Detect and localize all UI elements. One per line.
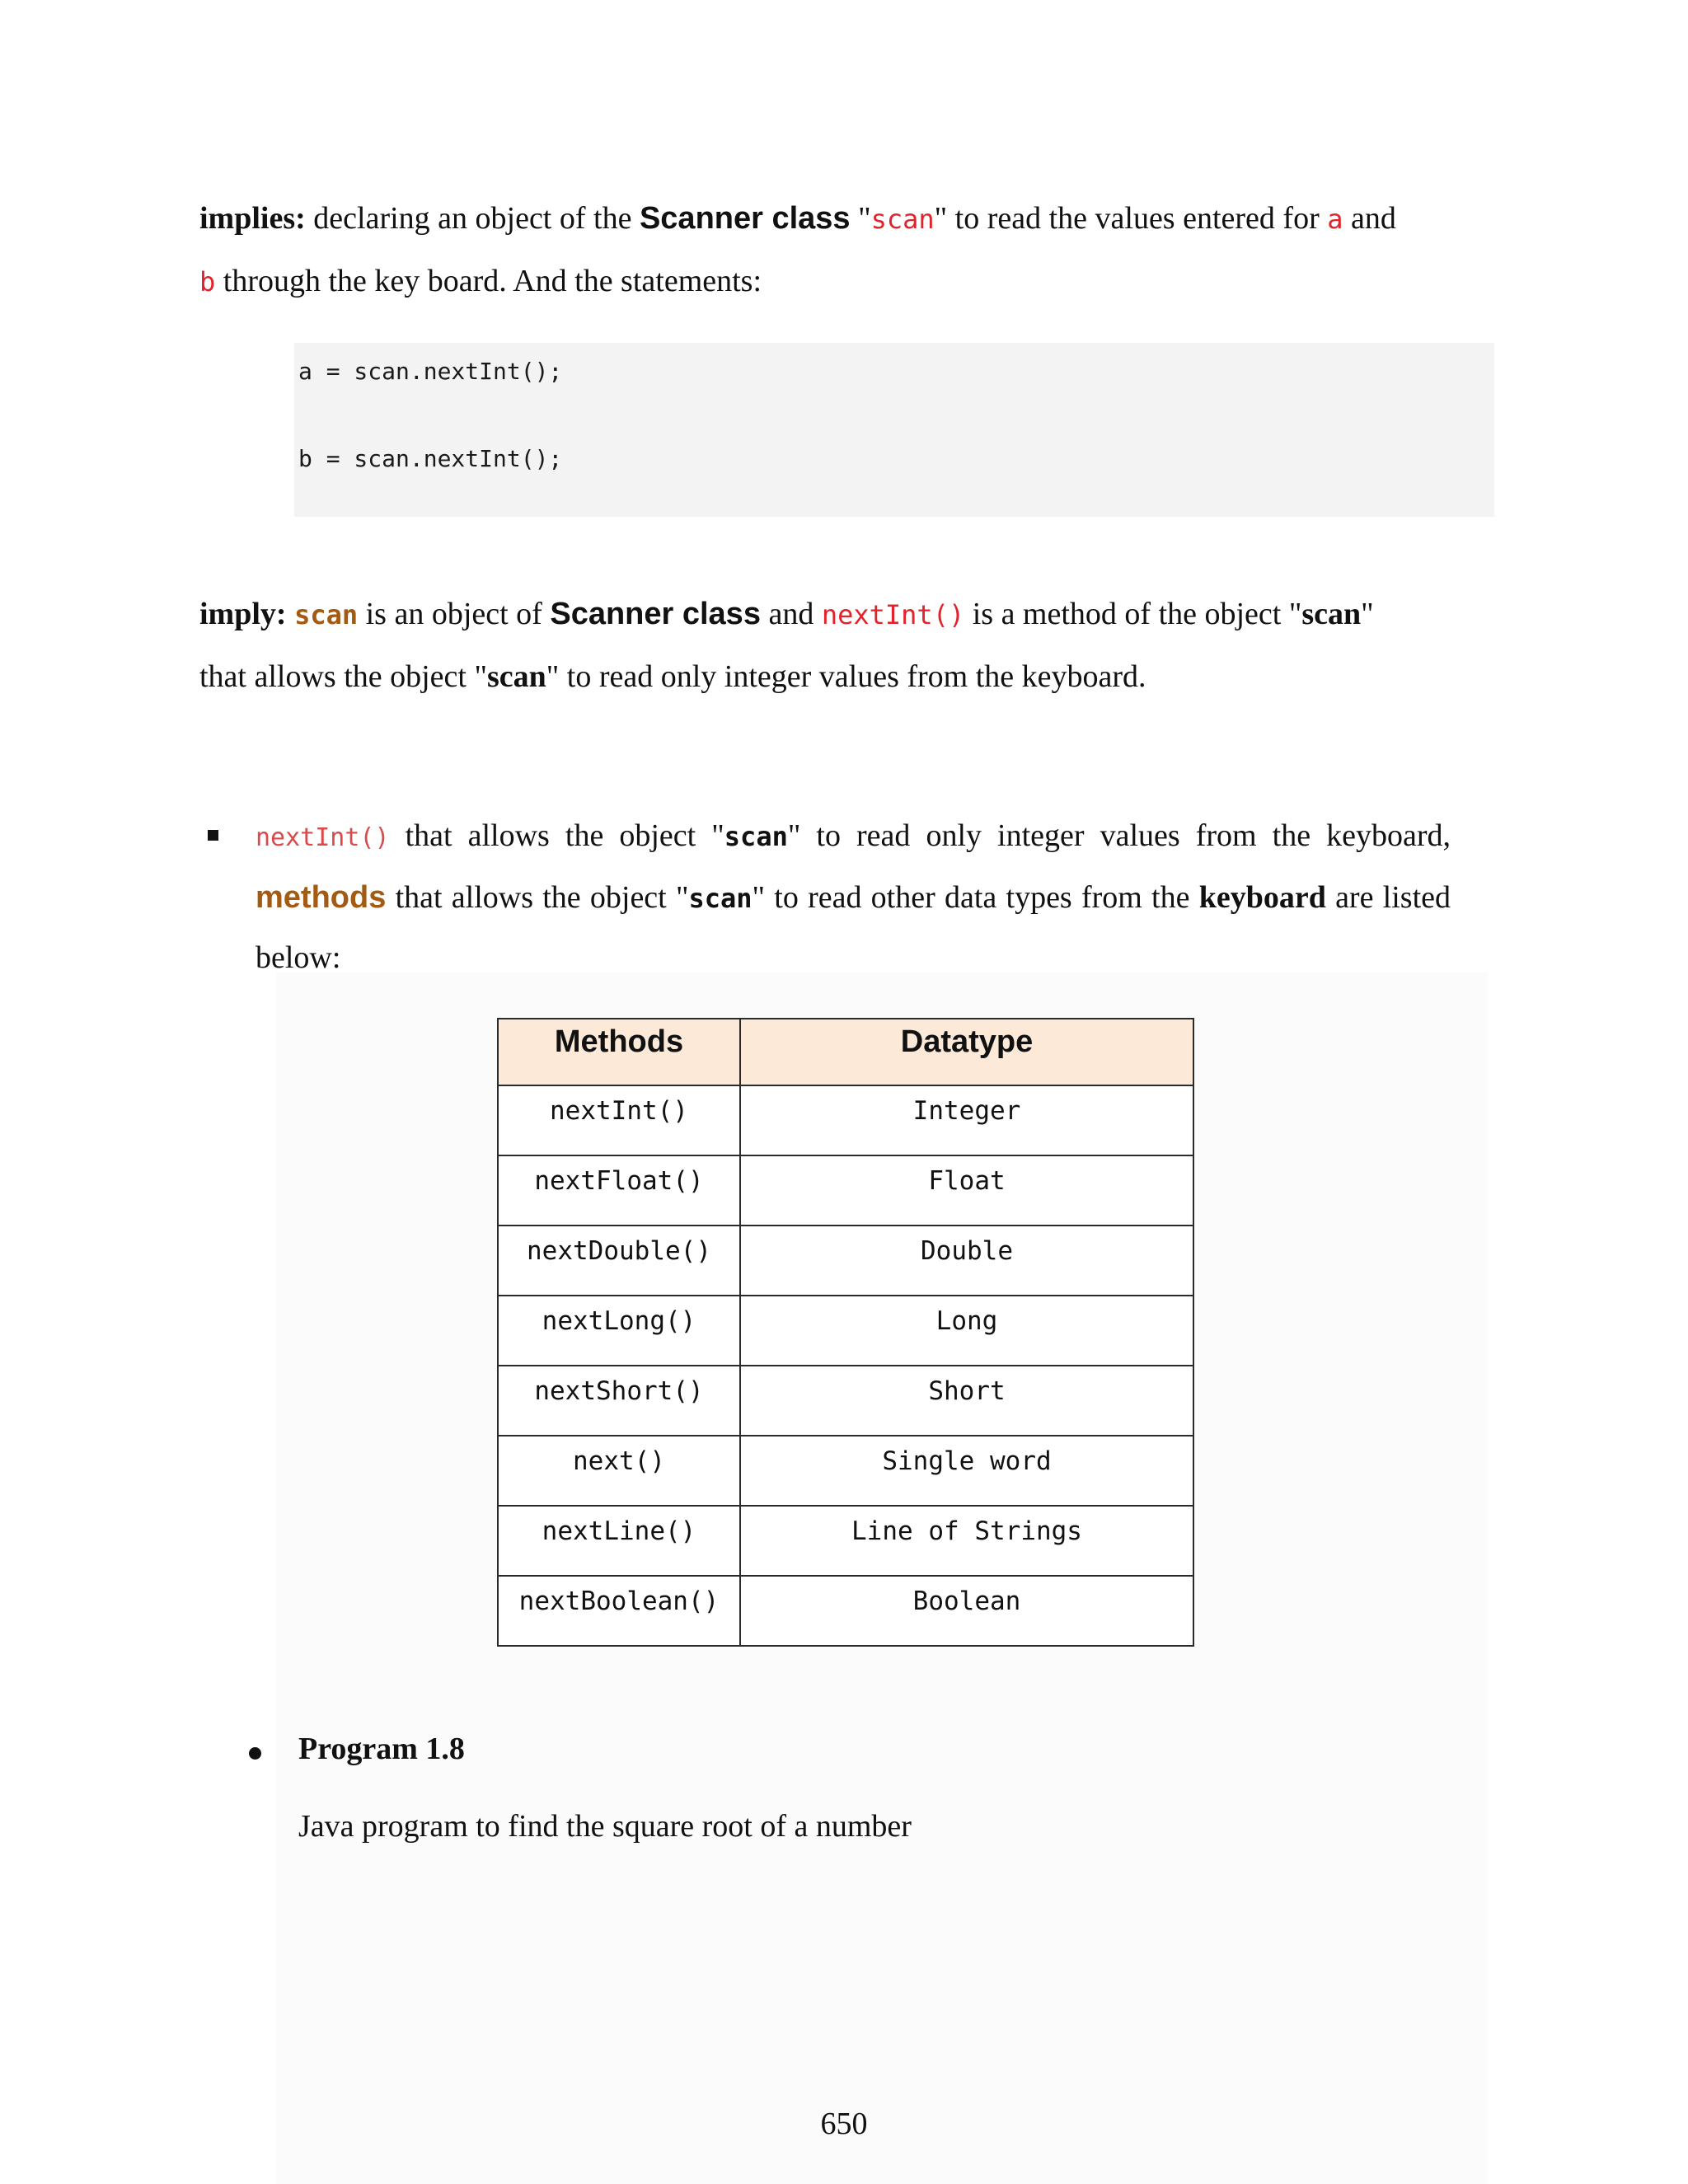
scan-code: scan [870, 204, 935, 235]
square-bullet-icon [208, 830, 218, 841]
var-a: a [1327, 204, 1343, 235]
method-cell: next() [498, 1436, 740, 1506]
datatype-cell: Line of Strings [740, 1506, 1193, 1576]
program-description: Java program to find the square root of a number [298, 1809, 912, 1844]
header-methods: Methods [498, 1019, 740, 1085]
scanner-class-term: Scanner class [550, 597, 761, 631]
nextint-method: nextInt() [821, 599, 965, 630]
methods-term: methods [256, 880, 387, 915]
var-b: b [199, 266, 216, 298]
table-row [498, 1436, 1193, 1506]
code-line-2: b = scan.nextInt(); [298, 445, 563, 472]
datatype-cell: Single word [740, 1436, 1193, 1506]
method-cell: nextDouble() [498, 1226, 740, 1296]
page-number: 650 [820, 2107, 868, 2141]
table-row [498, 1576, 1193, 1646]
table-row [498, 1366, 1193, 1436]
header-datatype: Datatype [740, 1019, 1193, 1085]
table-row [498, 1226, 1193, 1296]
datatype-cell: Double [740, 1226, 1193, 1296]
scan-code: scan [294, 599, 359, 630]
method-cell: nextLong() [498, 1296, 740, 1366]
method-cell: nextBoolean() [498, 1576, 740, 1646]
code-line-1: a = scan.nextInt(); [298, 358, 563, 385]
method-cell: nextLine() [498, 1506, 740, 1576]
bullet-paragraph: nextInt() that allows the object "scan" to read only integer values from the keyboard, methods that allows the object "scan" to read other data types from the keyboard are listed below: [256, 818, 1451, 975]
method-cell: nextShort() [498, 1366, 740, 1436]
table-header-row [498, 1019, 1193, 1085]
table-row [498, 1085, 1193, 1155]
method-cell: nextInt() [498, 1085, 740, 1155]
paragraph-imply: imply: scan is an object of Scanner class and nextInt() is a method of the object "scan" that allows the object "scan" to read only integer values from the keyboard. [199, 597, 1374, 694]
nextint-method: nextInt() [256, 823, 390, 852]
paragraph-implies: implies: declaring an object of the Scanner class "scan" to read the values entered for a and b through the key board. And the statements: [199, 201, 1396, 298]
method-cell: nextFloat() [498, 1155, 740, 1226]
datatype-cell: Boolean [740, 1576, 1193, 1646]
datatype-cell: Integer [740, 1085, 1193, 1155]
methods-datatype-table [497, 1018, 1194, 1647]
code-block [294, 343, 1494, 517]
imply-lead: imply: [199, 597, 287, 631]
table-row [498, 1155, 1193, 1226]
round-bullet-icon [249, 1747, 261, 1760]
program-title: Program 1.8 [298, 1732, 465, 1766]
datatype-cell: Short [740, 1366, 1193, 1436]
table-row [498, 1296, 1193, 1366]
implies-lead: implies: [199, 201, 306, 236]
scanner-class-term: Scanner class [639, 201, 851, 236]
datatype-cell: Long [740, 1296, 1193, 1366]
keyboard-term: keyboard [1198, 880, 1326, 915]
datatype-cell: Float [740, 1155, 1193, 1226]
table-row [498, 1506, 1193, 1576]
